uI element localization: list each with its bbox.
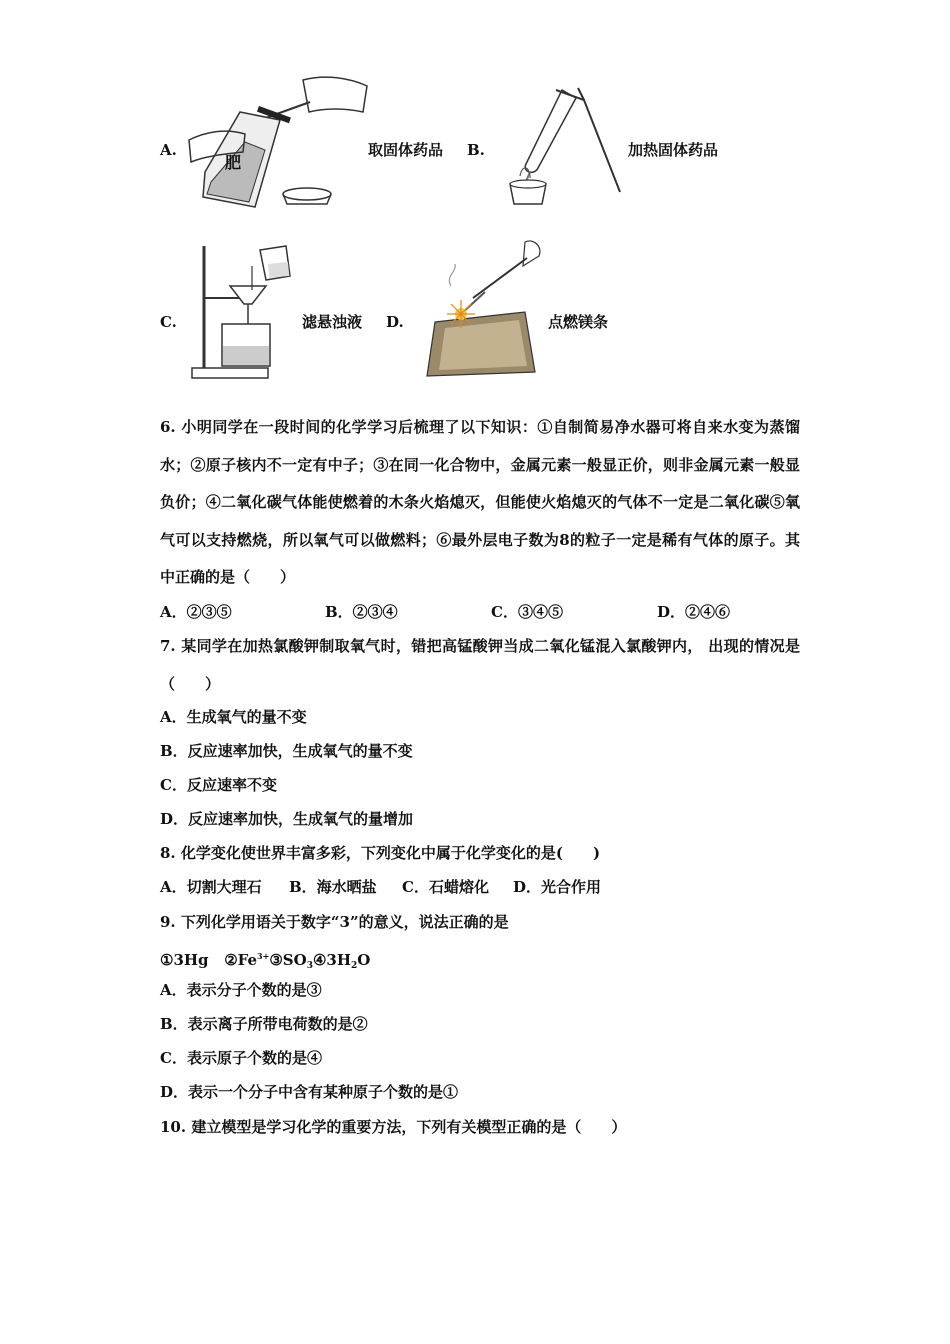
question-8 xyxy=(160,843,600,863)
formula-so3: $③SO_3$ xyxy=(269,951,313,971)
option-letter: D. xyxy=(386,313,404,331)
svg-text:肥: 肥 xyxy=(225,153,242,172)
option: B．海水晒盐 xyxy=(289,878,377,896)
option-caption: 加热固体药品 xyxy=(628,141,719,159)
option-caption: 滤悬浊液 xyxy=(302,313,363,331)
burning-magnesium-figure xyxy=(415,232,550,382)
option: B．表示离子所带电荷数的是② xyxy=(160,1015,368,1033)
question-stem: 小明同学在一段时间的化学学习后梳理了以下知识：①自制简易净水器可将自来水变为蒸馏水；②原子核内不一定有中子；③在同一化合物中，金属元素一般显正价，则非金属元素一般显负价；④二氧化碳气体能使燃着的木条火焰熄灭，但能使火焰熄灭的气体不一定是二氧化碳⑤氧气可以支持燃烧，所以氧气可以做燃料；⑥最外层电子数为8的粒子一定是稀有气体的原子。其中正确的是（ ） xyxy=(160,418,800,586)
option: B．②③④ xyxy=(325,603,398,621)
question-6 xyxy=(160,409,800,597)
option-letter: A. xyxy=(160,141,177,159)
option-caption: 点燃镁条 xyxy=(548,313,609,331)
option-letter: B. xyxy=(467,141,485,159)
question-9 xyxy=(160,912,509,932)
option: A．生成氧气的量不变 xyxy=(160,708,307,726)
question-number: 9. xyxy=(160,913,176,931)
option-caption: 取固体药品 xyxy=(368,141,444,159)
formula-fe-ion: $②Fe^{3+}$ xyxy=(224,951,270,969)
option: A．表示分子个数的是③ xyxy=(160,981,322,999)
question-stem: 化学变化使世界丰富多彩，下列变化中属于化学变化的是( ) xyxy=(180,844,601,862)
formula-3h2o: $④3H_2O$ xyxy=(312,951,371,971)
question-stem: 建立模型是学习化学的重要方法，下列有关模型正确的是（ ） xyxy=(191,1118,627,1136)
formula-3hg: ①3Hg xyxy=(160,951,209,969)
question-stem: 某同学在加热氯酸钾制取氧气时，错把高锰酸钾当成二氧化锰混入氯酸钾内， 出现的情况是（ ） xyxy=(160,637,800,693)
option: C．石蜡熔化 xyxy=(402,878,489,896)
chemical-formulas xyxy=(160,946,370,976)
filtration-apparatus-figure xyxy=(190,238,305,383)
option: D．反应速率加快，生成氧气的量增加 xyxy=(160,810,414,828)
question-10 xyxy=(160,1117,626,1137)
option: C．表示原子个数的是④ xyxy=(160,1049,322,1067)
question-7 xyxy=(160,628,800,703)
option: C．反应速率不变 xyxy=(160,776,277,794)
question-number: 6. xyxy=(160,418,176,436)
option: A．②③⑤ xyxy=(160,603,232,621)
option: A．切割大理石 xyxy=(160,878,262,896)
heating-test-tube-figure xyxy=(500,80,630,212)
question-number: 8. xyxy=(160,844,176,862)
option: B．反应速率加快，生成氧气的量不变 xyxy=(160,742,413,760)
option: D．光合作用 xyxy=(513,878,602,896)
question-stem: 下列化学用语关于数字“3”的意义，说法正确的是 xyxy=(180,913,509,931)
option: D．表示一个分子中含有某种原子个数的是① xyxy=(160,1083,459,1101)
option-letter: C. xyxy=(160,313,177,331)
option: D．②④⑥ xyxy=(657,603,731,621)
option: C．③④⑤ xyxy=(491,603,563,621)
spoon-solid-reagent-figure xyxy=(185,72,370,212)
question-number: 10. xyxy=(160,1118,187,1136)
question-number: 7. xyxy=(160,637,176,655)
